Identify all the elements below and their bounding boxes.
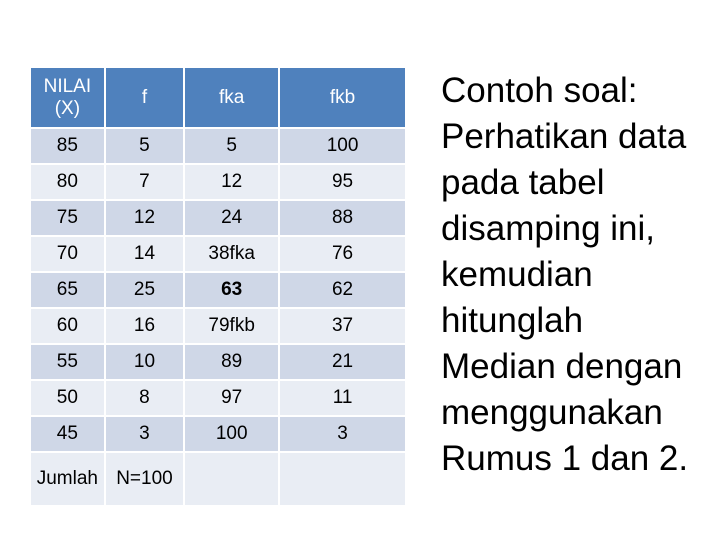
- cell-nilai: 50: [31, 381, 106, 417]
- instruction-line: kemudian: [441, 255, 593, 294]
- cell-fkb: 100: [280, 129, 405, 165]
- cell-fka-median: 63: [185, 273, 280, 309]
- table-row: [31, 201, 405, 237]
- table-row: [31, 345, 405, 381]
- instruction-text: [441, 68, 711, 482]
- cell-f: 10: [106, 345, 186, 381]
- table-row: [31, 381, 405, 417]
- cell-f: 16: [106, 309, 186, 345]
- cell-fka: 89: [185, 345, 280, 381]
- cell-nilai: 65: [31, 273, 106, 309]
- cell-fka: 38fka: [185, 237, 280, 273]
- table-header-row: [31, 68, 405, 129]
- cell-fkb: 62: [280, 273, 405, 309]
- cell-f: 3: [106, 417, 186, 453]
- table-row: [31, 129, 405, 165]
- table-footer-row: [31, 453, 405, 505]
- table-row: [31, 165, 405, 201]
- table-row: [31, 417, 405, 453]
- table-row: [31, 309, 405, 345]
- cell-nilai: 55: [31, 345, 106, 381]
- instruction-line: Contoh soal:: [441, 71, 638, 110]
- cell-nilai: 85: [31, 129, 106, 165]
- header-fkb: fkb: [280, 68, 405, 129]
- cell-f: 12: [106, 201, 186, 237]
- cell-fka: 97: [185, 381, 280, 417]
- cell-fka: 5: [185, 129, 280, 165]
- header-nilai: NILAI (X): [31, 68, 106, 129]
- footer-jumlah: Jumlah: [31, 453, 106, 505]
- cell-nilai: 75: [31, 201, 106, 237]
- table-row: [31, 273, 405, 309]
- instruction-line: hitunglah: [441, 301, 584, 340]
- cell-f: 5: [106, 129, 186, 165]
- instruction-line: Median dengan: [441, 347, 683, 386]
- cell-fka: 24: [185, 201, 280, 237]
- cell-fkb: 3: [280, 417, 405, 453]
- footer-empty-fkb: [280, 453, 405, 505]
- cell-nilai: 70: [31, 237, 106, 273]
- header-f: f: [106, 68, 186, 129]
- instruction-line: Perhatikan data: [441, 117, 687, 156]
- cell-f: 8: [106, 381, 186, 417]
- cell-f: 7: [106, 165, 186, 201]
- cell-fkb: 11: [280, 381, 405, 417]
- instruction-line: Rumus 1 dan 2.: [441, 439, 689, 478]
- cell-nilai: 45: [31, 417, 106, 453]
- cell-fkb: 37: [280, 309, 405, 345]
- cell-fka: 100: [185, 417, 280, 453]
- cell-f: 14: [106, 237, 186, 273]
- footer-n: N=100: [106, 453, 186, 505]
- cell-nilai: 80: [31, 165, 106, 201]
- header-fka: fka: [185, 68, 280, 129]
- cell-f: 25: [106, 273, 186, 309]
- cell-fkb: 88: [280, 201, 405, 237]
- cell-fkb: 76: [280, 237, 405, 273]
- table-row: [31, 237, 405, 273]
- instruction-line: menggunakan: [441, 393, 663, 432]
- cell-fka: 12: [185, 165, 280, 201]
- cell-fkb: 21: [280, 345, 405, 381]
- cell-fkb: 95: [280, 165, 405, 201]
- cell-nilai: 60: [31, 309, 106, 345]
- footer-empty-fka: [185, 453, 280, 505]
- frequency-table: [31, 68, 405, 505]
- instruction-line: disamping ini,: [441, 209, 655, 248]
- instruction-line: pada tabel: [441, 163, 605, 202]
- cell-fka: 79fkb: [185, 309, 280, 345]
